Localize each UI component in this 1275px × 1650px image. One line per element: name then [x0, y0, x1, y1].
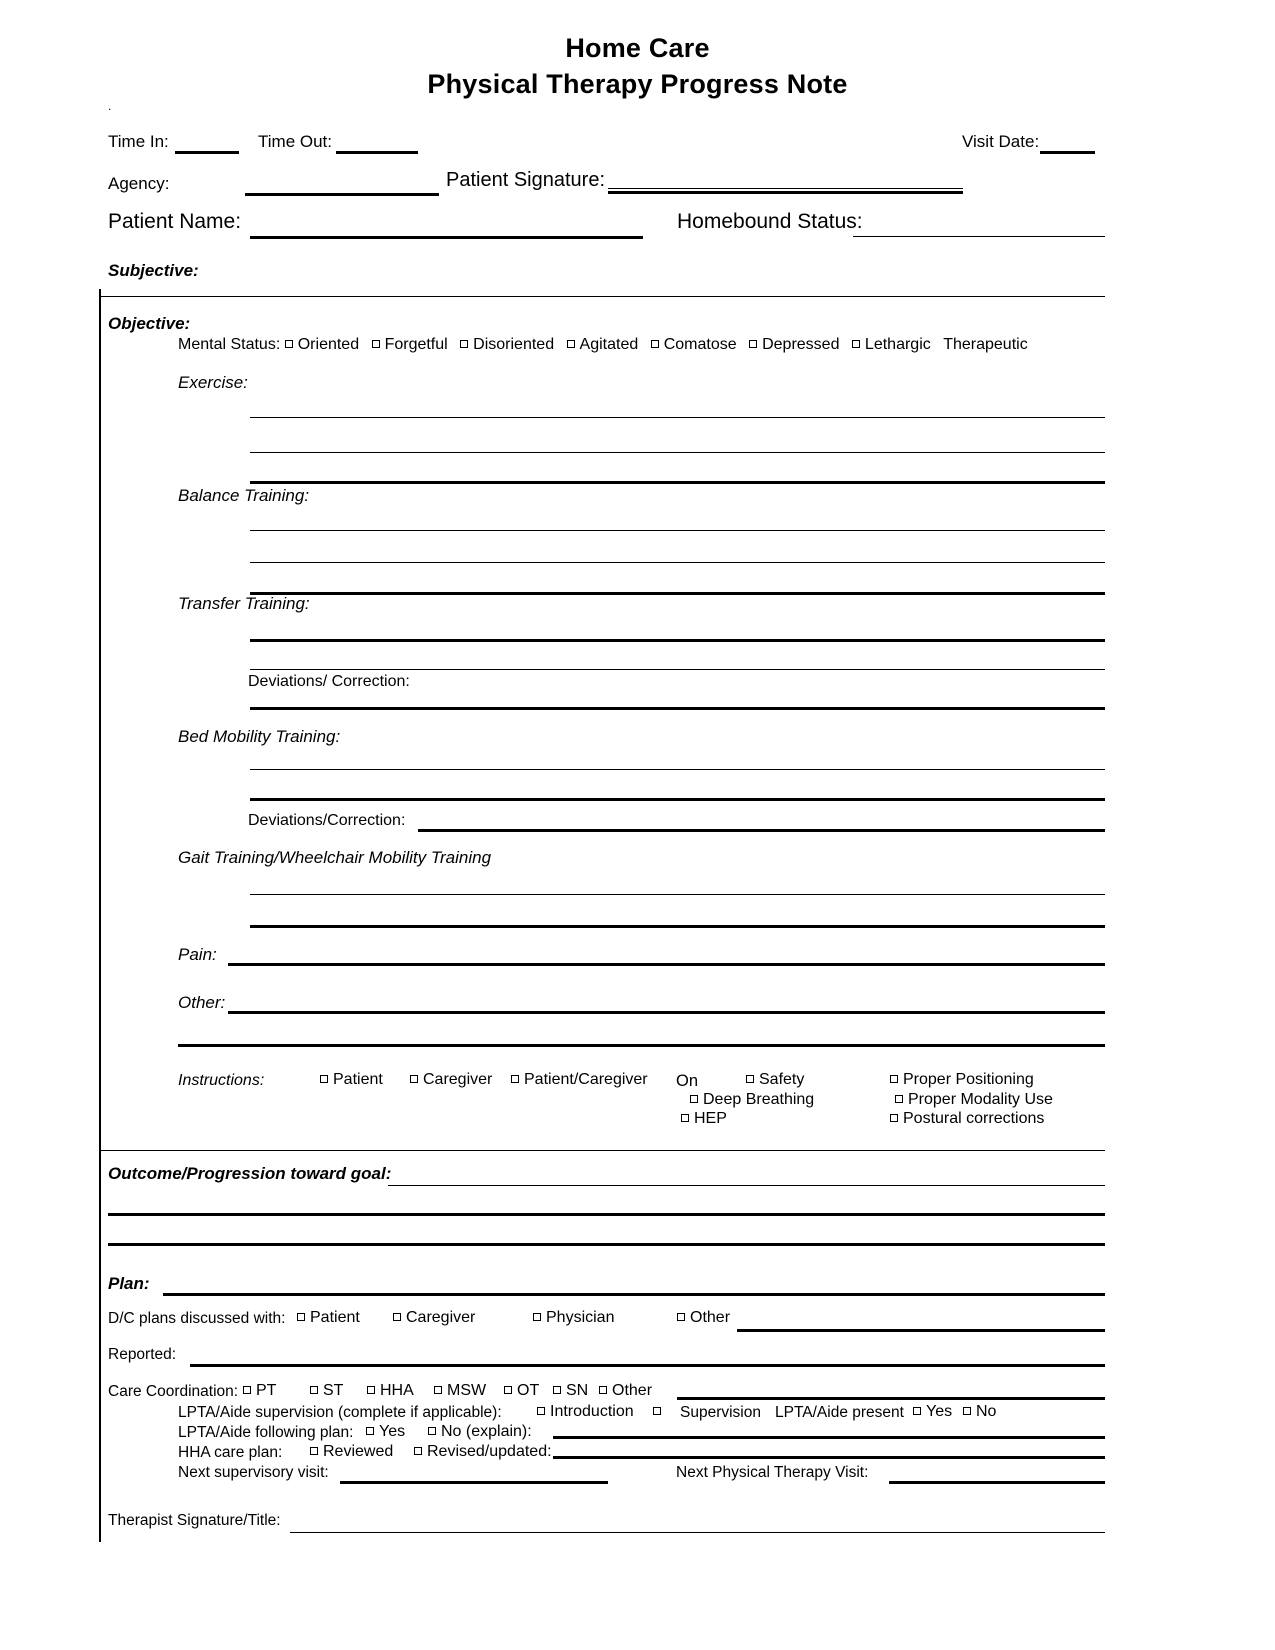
therapist-signature-input[interactable]	[290, 1532, 1105, 1533]
outcome-input-line-2[interactable]	[108, 1213, 1105, 1216]
gait-training-line-1[interactable]	[250, 894, 1105, 895]
checkbox-icon[interactable]	[890, 1114, 898, 1122]
checkbox-icon[interactable]	[414, 1447, 422, 1455]
mental-status-option-label: Agitated	[579, 336, 639, 353]
lpta-present-yes[interactable]	[913, 1403, 952, 1421]
subjective-divider	[99, 296, 1105, 297]
mental-status-option-label: Forgetful	[384, 336, 448, 353]
lpta-following-plan-label: LPTA/Aide following plan:	[178, 1424, 354, 1441]
care-coordination-option-label: PT	[256, 1382, 277, 1399]
checkbox-icon[interactable]	[285, 340, 293, 348]
hha-revised-label: Revised/updated:	[427, 1443, 552, 1460]
plan-label: Plan:	[108, 1274, 150, 1293]
homebound-status-label: Homebound Status:	[677, 210, 863, 233]
checkbox-icon[interactable]	[460, 340, 468, 348]
dc-option-label: Caregiver	[406, 1309, 476, 1326]
checkbox-icon[interactable]	[677, 1313, 685, 1321]
care-coordination-option-label: HHA	[380, 1382, 414, 1399]
hha-reviewed-option[interactable]	[310, 1443, 393, 1461]
checkbox-icon[interactable]	[297, 1313, 305, 1321]
mental-status-option-agitated[interactable]	[567, 336, 639, 354]
instructions-who-caregiver[interactable]	[410, 1071, 492, 1089]
checkbox-icon[interactable]	[367, 1386, 375, 1394]
next-supervisory-visit-label: Next supervisory visit:	[178, 1464, 329, 1481]
hha-reviewed-label: Reviewed	[323, 1443, 394, 1460]
checkbox-icon[interactable]	[434, 1386, 442, 1394]
other-line-2[interactable]	[178, 1044, 1105, 1047]
dc-option-physician[interactable]	[533, 1309, 614, 1327]
title-line-1: Home Care	[565, 33, 710, 63]
mental-status-option-label: Depressed	[762, 336, 840, 353]
patient-signature-input-hair[interactable]	[608, 188, 963, 189]
checkbox-icon[interactable]	[852, 340, 860, 348]
gait-training-line-2[interactable]	[250, 925, 1105, 928]
instructions-topic-label: Proper Positioning	[903, 1071, 1034, 1088]
checkbox-icon[interactable]	[366, 1427, 374, 1435]
dc-option-other[interactable]	[677, 1309, 730, 1327]
hha-care-plan-label: HHA care plan:	[178, 1444, 283, 1461]
lpta-present-no-label: No	[976, 1403, 997, 1420]
lpta-supervision-word: Supervision	[680, 1404, 761, 1421]
checkbox-icon[interactable]	[681, 1114, 689, 1122]
lpta-following-yes-label: Yes	[379, 1423, 406, 1440]
instructions-who-patient[interactable]	[320, 1071, 383, 1089]
objective-heading: Objective:	[108, 314, 191, 333]
instructions-topic-hep[interactable]	[681, 1110, 727, 1128]
instructions-label: Instructions:	[178, 1072, 265, 1089]
checkbox-icon[interactable]	[372, 340, 380, 348]
time-out-input[interactable]	[336, 151, 418, 154]
lpta-supervision-option[interactable]	[653, 1403, 666, 1421]
gait-training-label: Gait Training/Wheelchair Mobility Training	[178, 848, 492, 867]
checkbox-icon[interactable]	[913, 1407, 921, 1415]
balance-training-line-1[interactable]	[250, 530, 1105, 531]
lpta-introduction-option[interactable]	[537, 1403, 634, 1421]
patient-signature-input[interactable]	[608, 191, 963, 194]
care-coordination-sn[interactable]	[553, 1382, 588, 1400]
dc-option-caregiver[interactable]	[393, 1309, 475, 1327]
checkbox-icon[interactable]	[533, 1313, 541, 1321]
lpta-present-label: LPTA/Aide present	[775, 1404, 904, 1421]
left-border-rule	[99, 289, 101, 1542]
exercise-line-2[interactable]	[250, 452, 1105, 453]
instructions-topic-deep-breathing[interactable]	[690, 1091, 814, 1109]
care-coordination-st[interactable]	[310, 1382, 343, 1400]
outcome-input-line-1[interactable]	[388, 1185, 1105, 1186]
lpta-following-no[interactable]	[428, 1423, 532, 1441]
dc-option-patient[interactable]	[297, 1309, 360, 1327]
checkbox-icon[interactable]	[690, 1095, 698, 1103]
care-coordination-other[interactable]	[599, 1382, 652, 1400]
checkbox-icon[interactable]	[428, 1427, 436, 1435]
lpta-following-no-label: No (explain):	[441, 1423, 532, 1440]
hha-revised-input[interactable]	[553, 1456, 1105, 1459]
instructions-topic-label: Deep Breathing	[703, 1091, 815, 1108]
bed-mobility-line-1[interactable]	[250, 769, 1105, 770]
exercise-label: Exercise:	[178, 373, 248, 392]
plan-input[interactable]	[163, 1293, 1105, 1296]
next-pt-visit-input[interactable]	[889, 1481, 1105, 1484]
transfer-training-line-2[interactable]	[250, 669, 1105, 670]
care-coordination-hha[interactable]	[367, 1382, 414, 1400]
checkbox-icon[interactable]	[310, 1447, 318, 1455]
care-coordination-option-label: SN	[566, 1382, 589, 1399]
agency-label: Agency:	[108, 174, 170, 193]
checkbox-icon[interactable]	[567, 340, 575, 348]
visit-date-label: Visit Date:	[962, 132, 1040, 151]
agency-input[interactable]	[245, 193, 439, 196]
checkbox-icon[interactable]	[243, 1386, 251, 1394]
checkbox-icon[interactable]	[410, 1075, 418, 1083]
homebound-status-input[interactable]	[853, 236, 1105, 237]
instructions-who-label: Patient	[333, 1071, 383, 1088]
checkbox-icon[interactable]	[310, 1386, 318, 1394]
mental-status-option-label: Comatose	[663, 336, 737, 353]
therapeutic-label: Therapeutic	[943, 336, 1028, 353]
care-coordination-option-label: ST	[323, 1382, 344, 1399]
checkbox-icon[interactable]	[320, 1075, 328, 1083]
mental-status-option-oriented[interactable]	[285, 336, 359, 354]
dc-option-label: Patient	[310, 1309, 360, 1326]
lpta-present-no[interactable]	[963, 1403, 996, 1421]
mental-status-option-label: Lethargic	[864, 336, 931, 353]
dc-other-input[interactable]	[737, 1329, 1105, 1332]
mental-status-option-forgetful[interactable]	[372, 336, 448, 354]
mental-status-option-comatose[interactable]	[651, 336, 737, 354]
other-input[interactable]	[228, 1011, 1105, 1014]
care-coordination-label: Care Coordination:	[108, 1383, 239, 1400]
next-pt-visit-label: Next Physical Therapy Visit:	[676, 1464, 869, 1481]
lpta-supervision-label: LPTA/Aide supervision (complete if applicable):	[178, 1404, 502, 1421]
care-coordination-msw[interactable]	[434, 1382, 486, 1400]
instructions-topic-postural-corrections[interactable]	[890, 1110, 1044, 1128]
transfer-training-line-1[interactable]	[250, 639, 1105, 642]
balance-training-line-3[interactable]	[250, 592, 1105, 595]
checkbox-icon[interactable]	[749, 340, 757, 348]
checkbox-icon[interactable]	[553, 1386, 561, 1394]
transfer-training-label: Transfer Training:	[178, 594, 310, 613]
stray-mark: .	[108, 99, 112, 113]
checkbox-icon[interactable]	[504, 1386, 512, 1394]
mental-status-label: Mental Status:	[178, 336, 281, 353]
instructions-topic-proper-positioning[interactable]	[890, 1071, 1034, 1089]
mental-status-option-label: Oriented	[297, 336, 360, 353]
bed-deviations-input[interactable]	[418, 829, 1105, 832]
title-line-2: Physical Therapy Progress Note	[427, 69, 848, 99]
instructions-topic-label: Safety	[759, 1071, 805, 1088]
visit-date-input[interactable]	[1040, 151, 1095, 154]
therapist-signature-label: Therapist Signature/Title:	[108, 1512, 281, 1529]
bed-mobility-label: Bed Mobility Training:	[178, 727, 341, 746]
transfer-deviations-label: Deviations/ Correction:	[248, 673, 410, 690]
mental-status-row	[178, 336, 1028, 354]
care-coordination-option-label: Other	[612, 1382, 653, 1399]
bed-mobility-line-2[interactable]	[250, 798, 1105, 801]
care-coordination-option-label: MSW	[447, 1382, 487, 1399]
care-coordination-pt[interactable]	[243, 1382, 276, 1400]
bed-deviations-label: Deviations/Correction:	[248, 812, 406, 829]
hha-revised-option[interactable]	[414, 1443, 552, 1461]
page-title	[0, 30, 1275, 102]
outcome-input-line-3[interactable]	[108, 1243, 1105, 1246]
mental-status-option-depressed[interactable]	[749, 336, 839, 354]
time-in-label: Time In:	[108, 132, 169, 151]
checkbox-icon[interactable]	[511, 1075, 519, 1083]
lpta-following-yes[interactable]	[366, 1423, 405, 1441]
checkbox-icon[interactable]	[895, 1095, 903, 1103]
lpta-introduction-label: Introduction	[550, 1403, 634, 1420]
dc-plans-label: D/C plans discussed with:	[108, 1310, 286, 1327]
subjective-heading: Subjective:	[108, 261, 199, 280]
checkbox-icon[interactable]	[651, 340, 659, 348]
reported-label: Reported:	[108, 1346, 177, 1363]
outcome-divider	[99, 1150, 1105, 1151]
mental-status-option-lethargic[interactable]	[852, 336, 931, 354]
dc-option-label: Other	[690, 1309, 731, 1326]
instructions-topic-label: Proper Modality Use	[908, 1091, 1053, 1108]
pain-label: Pain:	[178, 945, 217, 964]
checkbox-icon[interactable]	[890, 1075, 898, 1083]
instructions-topic-label: Postural corrections	[903, 1110, 1045, 1127]
time-out-label: Time Out:	[258, 132, 332, 151]
time-in-input[interactable]	[175, 151, 239, 154]
instructions-topic-safety[interactable]	[746, 1071, 804, 1089]
care-coordination-ot[interactable]	[504, 1382, 539, 1400]
balance-training-label: Balance Training:	[178, 486, 310, 505]
instructions-who-label: Caregiver	[423, 1071, 493, 1088]
instructions-who-label: Patient/Caregiver	[524, 1071, 648, 1088]
reported-input[interactable]	[190, 1364, 1105, 1367]
checkbox-icon[interactable]	[963, 1407, 971, 1415]
checkbox-icon[interactable]	[653, 1407, 661, 1415]
checkbox-icon[interactable]	[599, 1386, 607, 1394]
balance-training-line-2[interactable]	[250, 562, 1105, 563]
care-coordination-other-input[interactable]	[677, 1397, 1105, 1400]
care-coordination-option-label: OT	[517, 1382, 540, 1399]
checkbox-icon[interactable]	[537, 1407, 545, 1415]
next-supervisory-visit-input[interactable]	[340, 1481, 608, 1484]
instructions-who-patient-caregiver[interactable]	[511, 1071, 648, 1089]
patient-name-label: Patient Name:	[108, 210, 242, 233]
instructions-on-label: On	[676, 1072, 699, 1090]
mental-status-option-disoriented[interactable]	[460, 336, 554, 354]
patient-signature-label: Patient Signature:	[446, 169, 605, 191]
lpta-present-yes-label: Yes	[926, 1403, 953, 1420]
checkbox-icon[interactable]	[393, 1313, 401, 1321]
dc-option-label: Physician	[546, 1309, 615, 1326]
lpta-following-no-input[interactable]	[553, 1436, 1105, 1439]
instructions-topic-proper-modality-use[interactable]	[895, 1091, 1053, 1109]
transfer-deviations-input[interactable]	[250, 707, 1105, 710]
pain-input[interactable]	[228, 963, 1105, 966]
mental-status-option-label: Disoriented	[473, 336, 555, 353]
instructions-topic-label: HEP	[694, 1110, 727, 1127]
outcome-label: Outcome/Progression toward goal:	[108, 1164, 392, 1183]
patient-name-input[interactable]	[250, 236, 643, 239]
exercise-line-3[interactable]	[250, 481, 1105, 484]
checkbox-icon[interactable]	[746, 1075, 754, 1083]
exercise-line-1[interactable]	[250, 417, 1105, 418]
other-label: Other:	[178, 993, 226, 1012]
